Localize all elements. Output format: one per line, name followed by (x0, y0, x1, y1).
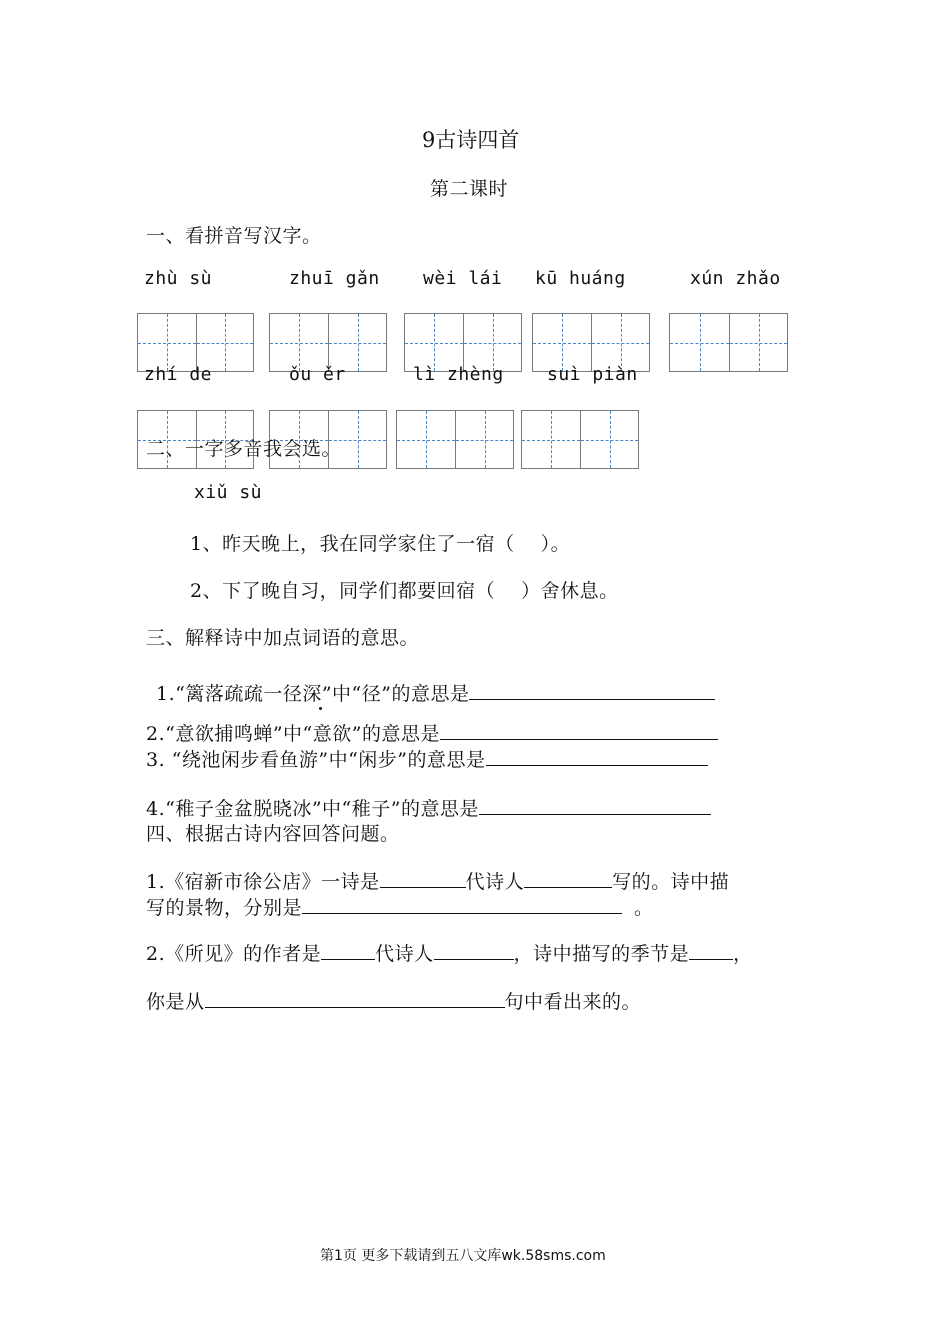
page-footer: 第1页 更多下载请到五八文库wk.58sms.com (320, 1248, 606, 1264)
section2-question-1: 1、昨天晚上，我在同学家住了一宿（ ）。 (190, 533, 571, 555)
pinyin-xunzhao: xún zhǎo (690, 268, 781, 289)
answer-blank[interactable] (486, 747, 708, 766)
answer-blank[interactable] (689, 941, 733, 960)
section2-options: xiǔ sù (194, 482, 263, 503)
answer-blank[interactable] (440, 721, 718, 740)
section4-heading: 四、根据古诗内容回答问题。 (146, 823, 400, 845)
pinyin-lizheng: lì zhèng (413, 364, 504, 385)
section3-question-4: 4.“稚子金盆脱晓冰”中“稚子”的意思是 (146, 794, 711, 821)
emphasis-dot (319, 707, 322, 710)
section2-question-2: 2、下了晚自习，同学们都要回宿（ ）舍休息。 (190, 580, 619, 602)
section4-question-1-line1: 1.《宿新市徐公店》一诗是 代诗人 写的。诗中描 (146, 871, 730, 893)
section3-question-3: 3. “绕池闲步看鱼游”中“闲步”的意思是 (146, 745, 708, 772)
answer-blank[interactable] (469, 681, 715, 700)
pinyin-kuhuang: kū huáng (535, 268, 626, 289)
writing-grid[interactable] (396, 410, 514, 469)
pinyin-suipian: suì piàn (547, 364, 638, 385)
pinyin-zhusu: zhù sù (144, 268, 213, 289)
answer-blank[interactable] (380, 869, 466, 888)
pinyin-ouer: ǒu ěr (289, 364, 346, 385)
answer-blank[interactable] (479, 796, 711, 815)
answer-blank[interactable] (205, 989, 505, 1008)
page-subtitle: 第二课时 (430, 178, 509, 200)
section4-question-2-line1: 2.《所见》的作者是 代诗人 ，诗中描写的季节是 ， (146, 943, 753, 965)
section4-question-2-line2: 你是从 句中看出来的。 (146, 991, 642, 1013)
pinyin-weilai: wèi lái (423, 268, 503, 289)
answer-blank[interactable] (434, 941, 514, 960)
section3-question-1: 1.“篱落疏疏一径深”中“径”的意思是 (156, 679, 715, 706)
pinyin-zhuigan: zhuī gǎn (289, 268, 380, 289)
section1-heading: 一、看拼音写汉字。 (146, 225, 322, 247)
pinyin-zhide: zhí de (144, 364, 213, 385)
writing-grid[interactable] (521, 410, 639, 469)
section3-heading: 三、解释诗中加点词语的意思。 (146, 627, 420, 649)
answer-blank[interactable] (524, 869, 612, 888)
page-title: 9古诗四首 (422, 128, 520, 152)
section2-heading: 二、一字多音我会选。 (146, 438, 342, 460)
answer-blank[interactable] (302, 895, 622, 914)
answer-blank[interactable] (321, 941, 375, 960)
section3-question-2: 2.“意欲捕鸣蝉”中“意欲”的意思是 (146, 719, 718, 746)
writing-grid[interactable] (669, 313, 788, 372)
section4-question-1-line2: 写的景物，分别是 。 (146, 897, 654, 919)
